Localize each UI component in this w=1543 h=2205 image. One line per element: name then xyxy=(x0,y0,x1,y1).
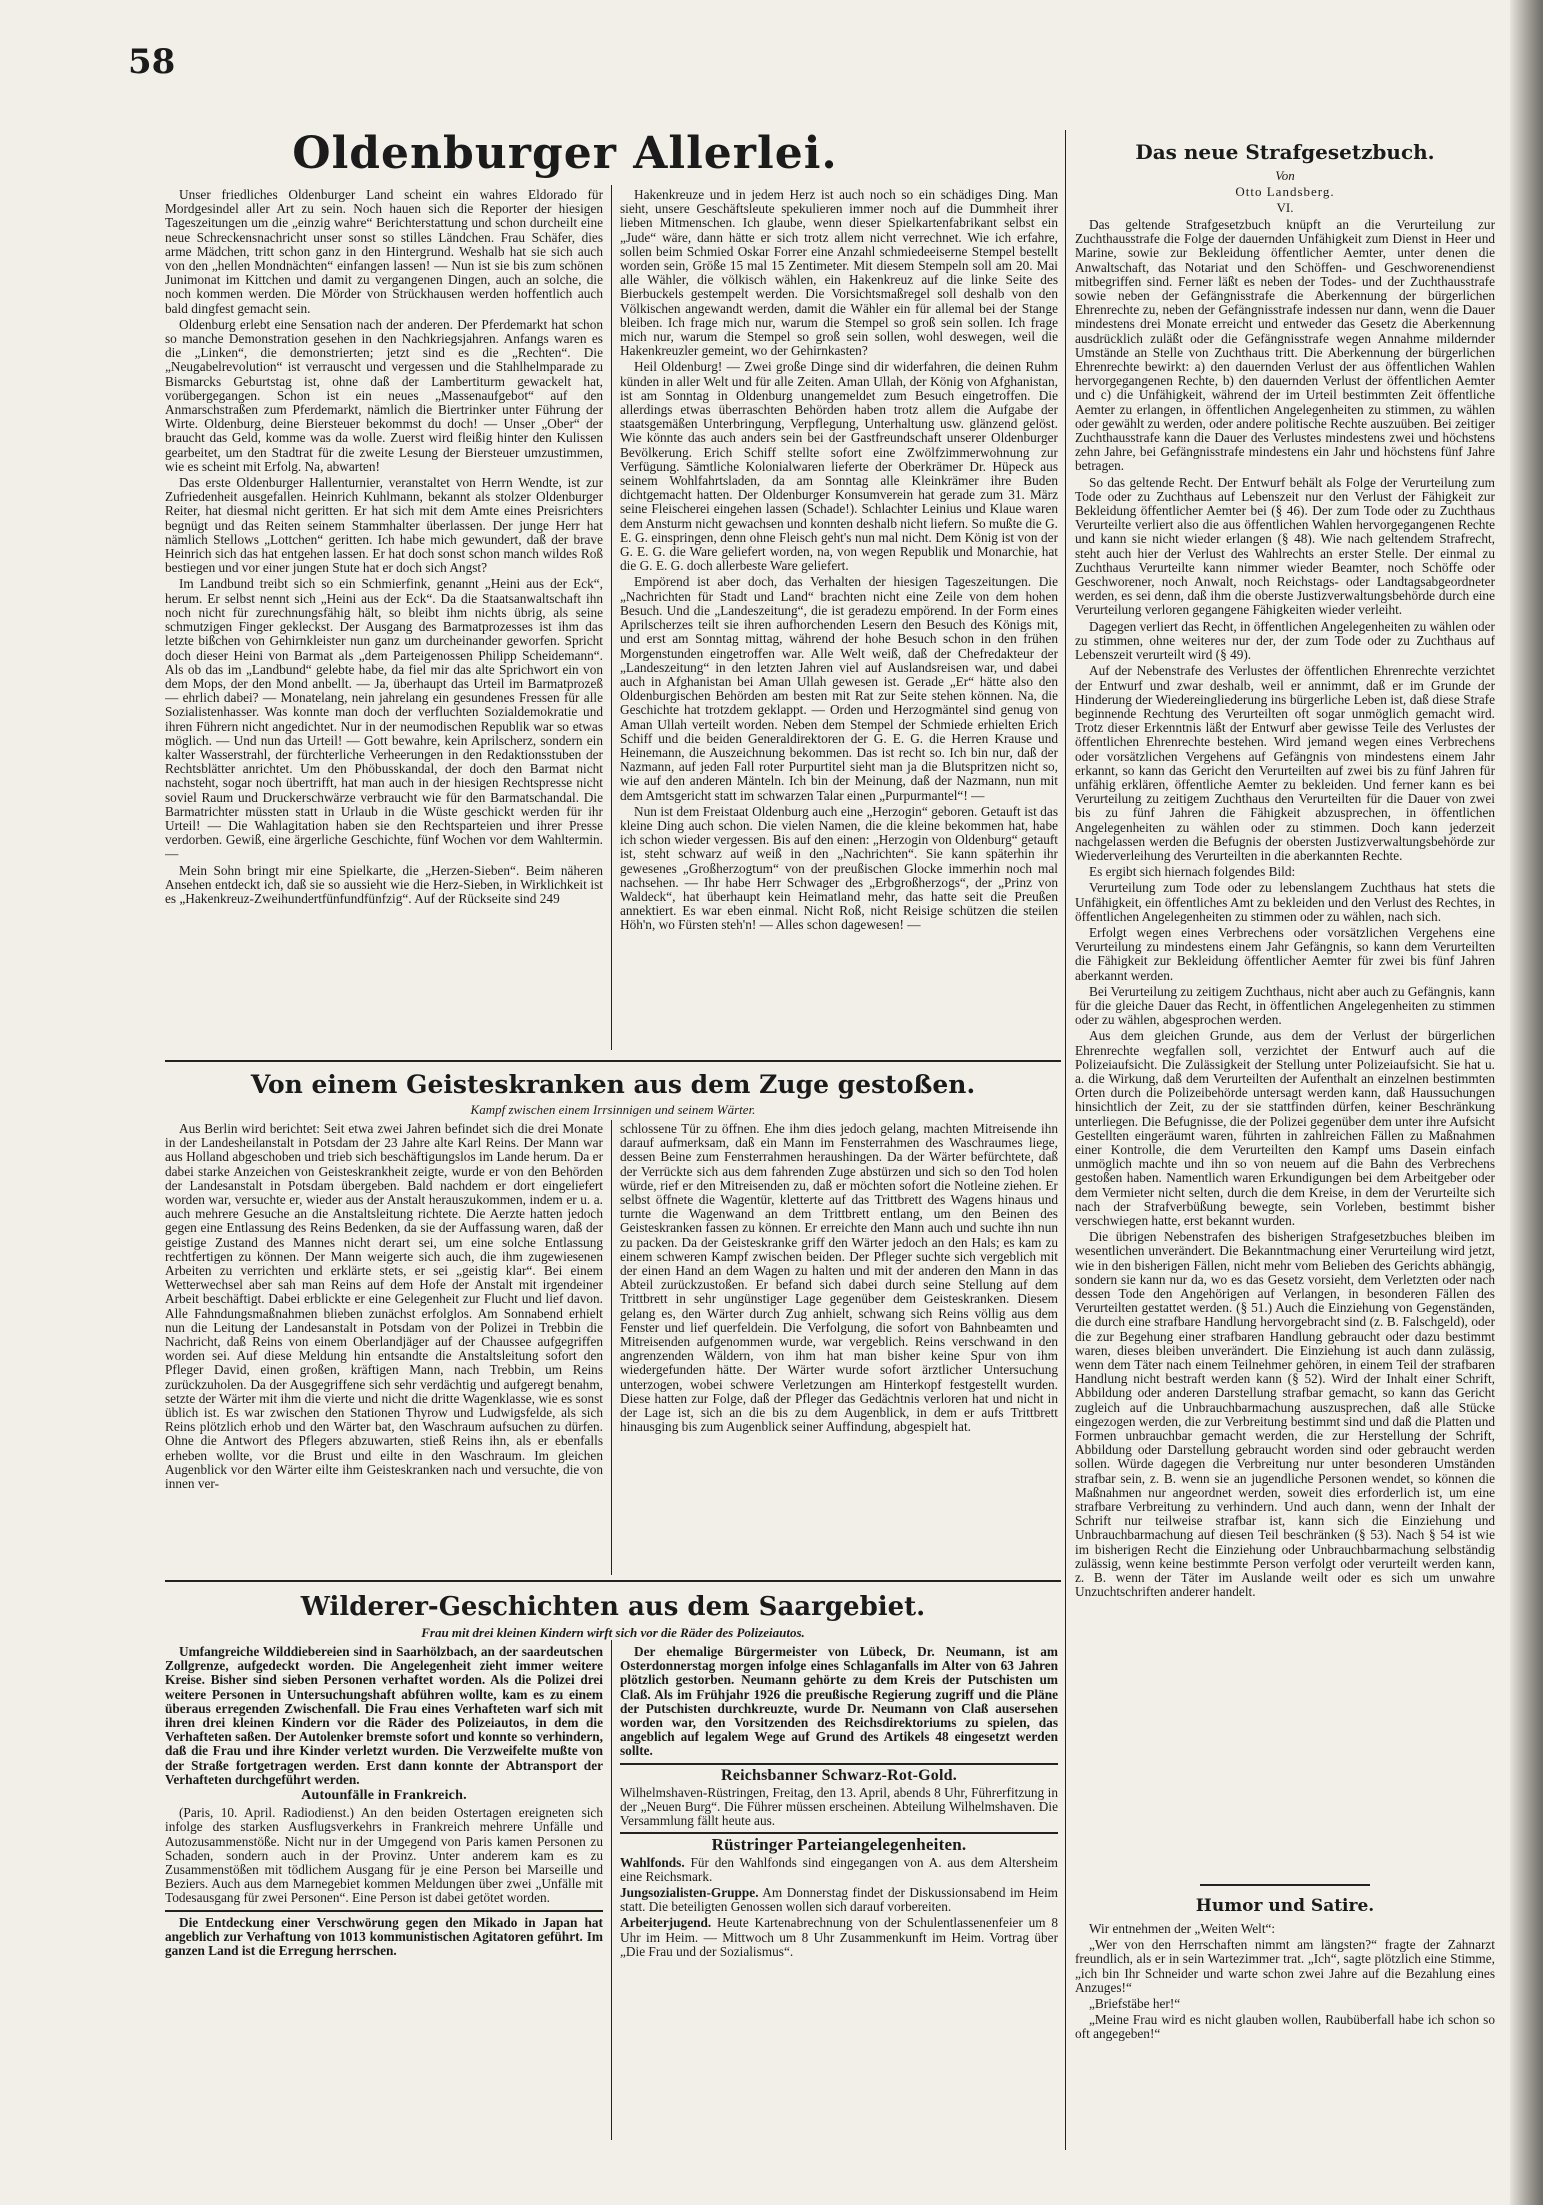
column-rule xyxy=(1065,130,1066,2150)
allerlei-paragraph: Heil Oldenburg! — Zwei große Dinge sind dir widerfahren, die deinen Ruhm künden in aller Welt und für alle Zeiten. Aman Ullah, der König von Afghanistan, ist am Sonntag in Oldenburg unangemeldet zum Besuch eingetroffen. Die allerdings etwas überraschten Behörden haben trotz allem die Aufgabe der staatsgemäßen Unterbringung, Verpflegung, Unterhaltung usw. glänzend gelöst. Wie könnte das auch anders sein bei der Gastfreundschaft unserer Oldenburger Bevölkerung. Erich Schiff stellte sofort eine Zwölfzimmerwohnung zur Verfügung. Sämtliche Kolonialwaren lieferte der Oberkrämer Dr. Hüpeck aus seinem Wohlfahrtsladen, da am Sonntag alle Kleinkrämer ihre Buden dichtgemacht hatten. Der Oldenburger Konsumverein hat gerade zum 31. März seine Fleischerei eingehen lassen (Schade!). Schlachter Leinius und Klaue waren dem Ansturm nicht gewachsen und konnten deshalb nicht liefern. So mußte die G. E. G. einspringen, denn ohne Fleisch geht's nun mal nicht. Dem König ist von der G. E. G. die Ware geliefert worden, na, von wegen Republik und Monarchie, hat die G. E. G. doch allerbeste Ware geliefert. xyxy=(620,359,1058,574)
section-rule xyxy=(165,1060,1061,1062)
partei-item-label: Arbeiterjugend. xyxy=(620,1915,712,1931)
strafgesetz-author: Otto Landsberg. xyxy=(1235,184,1335,199)
page-number: 58 xyxy=(128,42,176,82)
separator xyxy=(620,1832,1058,1834)
separator xyxy=(620,1763,1058,1765)
strafgesetz-paragraph: Bei Verurteilung zu zeitigem Zuchthaus, nicht aber auch zu Gefängnis, kann für die gleiche Dauer das Recht, in öffentlichen Angelegenheiten zu stimmen oder zu wählen, abgesprochen werden. xyxy=(1075,983,1495,1028)
page-edge-shadow xyxy=(1510,0,1543,2205)
wilderer-column-1 xyxy=(165,1645,603,2145)
neumann-paragraph: Der ehemalige Bürgermeister von Lübeck, Dr. Neumann, ist am Osterdonnerstag morgen infolge eines Schlaganfalls im Alter von 63 Jahren plötzlich gestorben. Neumann gehörte zu dem Kreis der Putschisten um Claß. Als im Frühjahr 1926 die preußische Regierung zugriff und die Pläne der Putschisten durchkreuzte, wurde Dr. Neumann von Claß ausersehen worden war, den Vorsitzenden des Reichsdirektoriums zu spielen, das angeblich auf legalem Wege auf Grund des Artikels 48 eingesetzt werden sollte. xyxy=(620,1645,1058,1759)
strafgesetz-paragraph: Es ergibt sich hiernach folgendes Bild: xyxy=(1089,864,1296,880)
allerlei-paragraph: Nun ist dem Freistaat Oldenburg auch eine „Herzogin“ geboren. Getauft ist das kleine Ding auch schon. Die vielen Namen, die die kleine bekommen hat, habe ich schon wieder vergessen. Bis auf den einen: „Herzogin von Oldenburg“ getauft ist, steht schwarz auf weiß in den „Nachrichten“. Sie kann späterhin ihr gewesenes „Großherzogtum“ von der preußischen Glocke immerhin noch mal nachsehen. — Ihr habe Herr Schwager des „Erbgroßherzogs“, der „Prinz von Waldeck“, hat überhaupt kein Heimatland mehr, das hatte seit die Preußen annektiert. Es war eben einmal. Nicht Roß, nicht Reisige schützen die steilen Höh'n, wo Fürsten steh'n! — Alles schon dagewesen! — xyxy=(620,803,1058,933)
allerlei-paragraph: Im Landbund treibt sich so ein Schmierfink, genannt „Heini aus der Eck“, herum. Er selbst nennt sich „Heini aus der Eck“. Da die Staatsanwaltschaft ihn noch nicht für zurechnungsfähig hält, so bleibt ihm nichts übrig, als seine schmutzigen Finger gekleckst. Der Ausgang des Barmatprozesses ist ihm das letzte bißchen von Gehirnkleister nun ganz um durcheinander geworfen. Spricht doch dieser Heini von Barmat als „dem Parteigenossen Philipp Scheidemann“. Als ob das im „Landbund“ gelebte habe, da fiel mir das alte Sprichwort ein von dem Mops, der den Mond anbellt. — Ja, überhaupt das Urteil im Barmatprozeß — ehrlich dabei? — Monatelang, nein jahrelang ein gesundenes Fressen für alle Sozialistenhasser. Was konnte man doch der verfluchten Sozialdemokratie und ihren Führern nicht angedichtet. Nur in der neumodischen Republik war so etwas möglich. — Und nun das Urteil! — Gott bewahre, kein Aprilscherz, sondern ein kalter Wasserstrahl, der fürchterliche Verheerungen in den Redaktionsstuben der Rechtsblätter anrichtet. Um den Phöbusskandal, der doch den Barmat nicht nachsteht, sogar noch übertrifft, hat man auch in der hiesigen Rechtspresse nicht soviel Raum und Druckerschwärze verbraucht wie für den Barmatschandal. Die Barmatrichter müssten statt in Urlaub in die Wüste geschickt werden für ihr Urteil! — Die Wahlagitation haben sie den Rechtsparteien und ihrer Presse verdorben. Gewiß, eine ärgerliche Geschichte, fünf Wochen vor dem Wahltermin. — xyxy=(165,576,603,862)
strafgesetz-column xyxy=(1075,218,1495,1878)
wilderer-subtitle: Frau mit drei kleinen Kindern wirft sich vor die Räder des Polizeiautos. xyxy=(421,1625,805,1640)
strafgesetz-paragraph: Das geltende Strafgesetzbuch knüpft an die Verurteilung zur Zuchthausstrafe die Folge der dauernden Unfähigkeit zum Dienst in Heer und Marine, sowie zur Bekleidung öffentlicher Aemter, unter denen die Anwaltschaft, das Notariat und den Schöffen- und Geschworenendienst mitbegriffen sind. Ferner läßt es neben der Todes- und der Zuchthausstrafe sowie neben der Gefängnisstrafe die Aberkennung der bürgerlichen Ehrenrechte zu, neben der Gefängnisstrafe indessen nur dann, wenn die Dauer mindestens drei Monate erreicht und entweder das Gesetz die Aberkennung ausdrücklich zuläßt oder die Gefängnisstrafe wegen Annahme mildernder Umstände an Stelle von Zuchthaus tritt. Die Aberkennung der bürgerlichen Ehrenrechte bewirkt: a) den dauernden Verlust der aus öffentlichen Wahlen hervorgegangenen Rechte, b) den dauernden Verlust der öffentlichen Aemter und c) die Unfähigkeit, während der im Urteil bestimmten Zeit öffentliche Aemter zu erlangen, in öffentlichen Angelegenheiten zu stimmen, zu wählen oder gewählt zu werden, oder andere politische Rechte auszuüben. Bei zeitiger Zuchthausstrafe kann die Dauer des Verlustes mindestens zwei und höchstens zehn Jahre, bei Gefängnisstrafe mindestens ein Jahr und höchstens fünf Jahre betragen. xyxy=(1075,218,1495,474)
strafgesetz-paragraph: Dagegen verliert das Recht, in öffentlichen Angelegenheiten zu wählen oder zu stimmen, ohne weiteres nur der, der zum Tode oder zu Zuchthaus auf Lebenszeit verurteilt wird (§ 49). xyxy=(1075,618,1495,663)
reichsbanner-paragraph: Wilhelmshaven-Rüstringen, Freitag, den 13. April, abends 8 Uhr, Führerfitzung in der „Neuen Burg“. Die Führer müssen erscheinen. Abteilung Wilhelmshaven. Die Versammlung fällt heute aus. xyxy=(620,1784,1058,1829)
partei-item xyxy=(620,1916,1058,1959)
partei-item xyxy=(620,1886,1058,1914)
section-rule xyxy=(165,1580,1061,1582)
strafgesetz-paragraph: Erfolgt wegen eines Verbrechens oder vorsätzlichen Vergehens eine Verurteilung zu mindestens einem Jahr Gefängnis, so kann dem Verurteilten die Fähigkeit zur Bekleidung öffentlicher Aemter für zwei bis fünf Jahren aberkannt werden. xyxy=(1075,924,1495,983)
partei-item xyxy=(620,1856,1058,1884)
main-headline: Oldenburger Allerlei. xyxy=(292,128,838,179)
mikado-paragraph: Die Entdeckung einer Verschwörung gegen den Mikado in Japan hat angeblich zur Verhaftung von 1013 kommunistischen Agitatoren geführt. Im ganzen Land ist die Erregung herrschen. xyxy=(165,1914,603,1959)
allerlei-paragraph: Das erste Oldenburger Hallenturnier, veranstaltet von Herrn Wendte, ist zur Zufriedenheit ausgefallen. Heinrich Kuhlmann, bekannt als stolzer Oldenburger Reiter, hat diesmal nicht geritten. Er hat sich mit dem Amte eines Preisrichters begnügt und das Reiten seinem Stammhalter überlassen. Der junge Herr hat nämlich Stellows „Lottchen“ geritten. Ich habe mich gewundert, daß der brave Heinrich sich das hat entgehen lassen. Er hat doch sonst schon manch wildes Roß bestiegen und vor einer jungen Stute hat er doch sich Angst? xyxy=(165,475,603,576)
strafgesetz-title: Das neue Strafgesetzbuch. xyxy=(1135,140,1435,164)
column-rule xyxy=(611,1640,612,2140)
geisteskranken-title: Von einem Geisteskranken aus dem Zuge gestoßen. xyxy=(250,1070,976,1099)
humor-intro: Wir entnehmen der „Weiten Welt“: xyxy=(1089,1922,1276,1936)
column-rule xyxy=(611,1120,612,1575)
allerlei-paragraph: Mein Sohn bringt mir eine Spielkarte, die „Herzen-Sieben“. Beim näheren Ansehen entdeckt ich, daß sie so aussieht wie die Herz-Sieben, in Wirklichkeit ist es „Hakenkreuz-Zweihundertfünfundfünfzig“. Auf der Rückseite sind 249 xyxy=(165,862,603,906)
partei-item-label: Wahlfonds. xyxy=(620,1854,685,1870)
geisteskranken-paragraph: Aus Berlin wird berichtet: Seit etwa zwei Jahren befindet sich die drei Monate in der Landesheilanstalt in Potsdam der 23 Jahre alte Karl Reins. Der Mann war aus Holland abgeschoben und trieb sich beschäftigungslos im Lande herum. Da er dabei starke Anzeichen von Geisteskrankheit zeigte, wurde er von den Behörden der Landesanstalt in Potsdam übergeben. Bald nachdem er dort eingeliefert worden war, versuchte er, wieder aus der Anstalt herauszukommen, indem er u. a. auch mehrere Gesuche an die Anstaltsleitung richtete. Die Aerzte hatten jedoch gegen eine Entlassung des Reins Bedenken, da sie der Auffassung waren, daß der geistige Zustand des Mannes nicht derart sei, um eine solche Entlassung rechtfertigen zu können. Der Mann weigerte sich auch, die ihm zugewiesenen Arbeiten zu verrichten und erklärte stets, er sei „geistig klar“. Bei einem Wetterwechsel aber sah man Reins auf dem Hofe der Anstalt mit irgendeiner Arbeit beschäftigt. Dabei erblickte er eine Gelegenheit zur Flucht und lief davon. Alle Fahndungsmaßnahmen blieben zunächst erfolglos. Am Sonnabend erhielt nun die Leitung der Landesanstalt in Potsdam von der Polizei in Trebbin die Nachricht, daß Reins von einem Oberlandjäger auf der Chaussee aufgegriffen worden sei. Auf diese Meldung hin entsandte die Anstaltsleitung sofort den Pfleger David, einen großen, kräftigen Mann, nach Trebbin, um Reins zurückzuholen. Da der Ausgegriffene sich sehr verdächtig und aufgeregt benahm, setzte der Wärter mit ihm die vierte und nicht die dritte Wagenklasse, wie es sonst üblich ist. Es war zwischen den Stationen Thyrow und Ludwigsfelde, als sich Reins plötzlich erhob und den Wärter bat, den Waschraum aufsuchen zu dürfen. Ohne die Antwort des Pflegers abzuwarten, stieß Reins ihn, als er ebenfalls erheben wollte, vor die Brust und eilte in den Waschraum. Im gleichen Augenblick vor den Wärter eilte ihm Geisteskranken nach und versuchte, die von innen ver- xyxy=(165,1122,603,1492)
reichsbanner-title: Reichsbanner Schwarz-Rot-Gold. xyxy=(721,1766,957,1784)
partei-item-label: Jungsozialisten-Gruppe. xyxy=(620,1885,759,1901)
section-rule xyxy=(1200,1884,1370,1886)
wilderer-paragraph: Umfangreiche Wilddiebereien sind in Saarhölzbach, an der saardeutschen Zollgrenze, aufgedeckt worden. Die Angelegenheit zieht immer weitere Kreise. Bisher sind sieben Personen verhaftet worden. Als die Polizei drei weitere Personen in Untersuchungshaft abführen wollte, kam es zu einem überaus erregenden Zwischenfall. Die Frau eines Verhafteten warf sich mit ihren drei kleinen Kindern vor die Räder des Polizeiautos, in dem die Verhafteten saßen. Der Autolenker bremste sofort und konnte so verhindern, daß die Frau und ihre Kinder verletzt wurden. Die Verzweifelte mußte von der Straße fortgetragen werden. Erst dann konnte der Abtransport der Verhafteten durchgeführt werden. xyxy=(165,1645,603,1787)
geisteskranken-column-2 xyxy=(620,1122,1058,1576)
allerlei-column-1 xyxy=(165,188,603,1056)
allerlei-paragraph: Unser friedliches Oldenburger Land scheint ein wahres Eldorado für Mordgesindel aller Art zu sein. Noch hauen sich die Reporter der hiesigen Tageszeitungen um die „einzig wahre“ Berichterstattung und schon durcheilt eine neue Schreckensnachricht unser sonst so stilles Ländchen. Frau Schäfer, dies arme Mädchen, tritt schon ganz in den Hintergrund. Weshalb hat sie sich auch von den „hellen Mondnächten“ einfangen lassen! — Nun ist sie bis zum schönen Junimonat im Kittchen und damit zu vergangenen Dingen, auch an solche, die noch kommen werden. Die Mörder von Strückhausen werden hoffentlich auch bald dingfest gemacht sein. xyxy=(165,188,603,316)
geisteskranken-column-1 xyxy=(165,1122,603,1576)
humor-column xyxy=(1075,1922,1495,2152)
column-rule xyxy=(611,185,612,1050)
wilderer-column-2 xyxy=(620,1645,1058,2145)
strafgesetz-paragraph: Verurteilung zum Tode oder zu lebenslangem Zuchthaus hat stets die Unfähigkeit, ein öffentliches Amt zu bekleiden und den Verlust des Rechtes, in öffentlichen Angelegenheiten zu stimmen oder zu wählen, nach sich. xyxy=(1075,880,1495,924)
geisteskranken-subtitle: Kampf zwischen einem Irrsinnigen und seinem Wärter. xyxy=(470,1102,756,1117)
geisteskranken-paragraph: schlossene Tür zu öffnen. Ehe ihm dies jedoch gelang, machten Mitreisende ihn darauf aufmerksam, daß ein Mann im Fensterrahmen des Waschraumes liege, dessen Beine zum Fensterrahmen heraushingen. Da der Wärter befürchtete, daß der Verrückte sich aus dem fahrenden Zuge abstürzen und sich so den Tod holen würde, rief er den Mitreisenden zu, daß er möchten sofort die Notleine ziehen. Er selbst öffnete die Wagentür, kletterte auf das Trittbrett des Wagens hinaus und turnte die Wagenwand an dem Trittbrett entlang, um den Beinen des Geisteskranken fassen zu können. Er erreichte den Mann auch und suchte ihn nun zu packen. Da der Geisteskranke griff den Wärter jedoch an den Hals; es kam zu einem schweren Kampf zwischen beiden. Der Pfleger suchte sich vergeblich mit der einen Hand an dem Wagen zu halten und mit der anderen den Mann in das Abteil zurückzustoßen. Er befand sich dabei durch seine Stellung auf dem Trittbrett in sehr ungünstiger Lage gegenüber dem Geisteskranken. Diesem gelang es, den Wärter durch Zug anhielt, schwang sich Reins völlig aus dem Fenster und lief querfeldein. Die Verfolgung, die sofort von Bahnbeamten und Mitreisenden aufgenommen wurde, war vergeblich. Reins verschwand in den angrenzenden Wäldern, von ihm hat man bisher keine Spur von ihm wiedergefunden hätte. Der Wärter wurde sofort ärztlicher Untersuchung unterzogen, wobei schwere Verletzungen am Hinterkopf festgestellt wurden. Diese hatten zur Folge, daß der Pfleger das Gedächtnis verloren hat und nicht in der Lage ist, sich an die bis zu dem Augenblick, in dem er aufs Trittbrett hinausging bis zum Augenblick seiner Auffindung, abgespielt hat. xyxy=(620,1122,1058,1435)
strafgesetz-paragraph: So das geltende Recht. Der Entwurf behält als Folge der Verurteilung zum Tode oder zu Zuchthaus auf Lebenszeit nur den Verlust der Fähigkeit zur Bekleidung öffentlicher Aemter bei (§ 46). Der zum Tode oder zu Zuchthaus Verurteilte verliert also die aus öffentlichen Wahlen hervorgegangenen Rechte und kann sie nicht wieder erlangen (§ 48). Wie nach geltendem Strafrecht, steht auch hier der Verlust des Wahlrechts an erster Stelle. Der einmal zu Zuchthaus Verurteilte kann nimmer wieder Beamter, noch Schöffe oder Geschworener, noch Anwalt, noch Reichstags- oder Landtagsabgeordneter werden, es sei denn, daß ihm die oberste Justizverwaltungsbehörde durch eine Verurteilung verloren gegangene Fähigkeiten wieder verleiht. xyxy=(1075,474,1495,618)
strafgesetz-byline-von: Von xyxy=(1275,168,1295,183)
humor-subtitle: „Briefstäbe her!“ xyxy=(1089,1996,1181,2012)
allerlei-column-2 xyxy=(620,188,1058,1056)
strafgesetz-paragraph: Auf der Nebenstrafe des Verlustes der öffentlichen Ehrenrechte verzichtet der Entwurf und zwar deshalb, weil er annimmt, daß er im Grunde der Hinderung der Wiedereingliederung ins bürgerliche Leben ist, daß diese Strafe beginnende Rechtung des Verurteilten oft sogar unmöglich gemacht wird. Trotz dieser Erkenntnis läßt der Entwurf aber gewisse Teile des Verlustes der öffentlichen Ehrenrechte bestehen. Wird jemand wegen eines Verbrechens oder vorsätzlichen Vergehens auf Gefängnis von mindestens einem Jahr erkannt, so kann das Gericht den Verurteilten auf zwei bis zu fünf Jahren für unfähig erklären, öffentliche Aemter zu bekleiden. Und ferner kann es bei Verurteilung zu zeitigem Zuchthaus den Verurteilten für die Dauer von zwei bis zu fünf Jahren die Fähigkeit abzusprechen, in öffentlichen Angelegenheiten zu wählen oder zu stimmen. Doch kann jederzeit nachgelassen werden die Befugnis der obersten Justizverwaltungsbehörde zur Wiederverleihung des Verurteilten in die aberkannten Rechte. xyxy=(1075,663,1495,863)
partei-item-text: Heute Kartenabrechnung von der Schulentlassenenfeier um 8 Uhr im Heim. — Mittwoch um 8 Uhr Zusammenkunft im Heim. Vortrag über „Die Frau und der Sozialismus“. xyxy=(620,1915,1058,1959)
allerlei-paragraph: Oldenburg erlebt eine Sensation nach der anderen. Der Pferdemarkt hat schon so manche Demonstration gesehen in den Nachkriegsjahren. Anfangs waren es die „Linken“, die demonstrierten; jetzt sind es die „Rechten“. Die „Neugabelrevolution“ ist verrauscht und vergessen und die Stahlhelmparade zu Bismarcks Geburtstag ist, ohne daß der Lambertiturm gewackelt hat, vorübergegangen. Schon ist ein neues „Massenaufgebot“ auf den Anmarschstraßen zum Pferdemarkt, nämlich die Biertrinker unter Führung der Wirte. Oldenburg, deine Biersteuer bekommst du doch! — Unser „Ober“ der braucht das Geld, komme was da wolle. Zuerst wird fleißig hinter den Kulissen gearbeitet, um den Stadtrat für die zweite Lesung der Biersteuer umzustimmen, wie es scheint mit Erfolg. Na, abwarten! xyxy=(165,316,603,474)
humor-paragraph: „Meine Frau wird es nicht glauben wollen, Raubüberfall habe ich schon so oft angegeben!“ xyxy=(1075,2012,1495,2042)
partei-title: Rüstringer Parteiangelegenheiten. xyxy=(711,1835,967,1855)
humor-paragraph: „Wer von den Herrschaften nimmt am längsten?“ fragte der Zahnarzt freundlich, als er in sein Wartezimmer trat. „Ich“, sagte plötzlich eine Stimme, „ich bin Ihr Schneider und warte schon zwei Jahre auf die Bezahlung eines Anzuges!“ xyxy=(1075,1937,1495,1995)
wilderer-title: Wilderer-Geschichten aus dem Saargebiet. xyxy=(300,1592,926,1622)
strafgesetz-paragraph: Aus dem gleichen Grunde, aus dem der Verlust der bürgerlichen Ehrenrechte wegfallen soll, verzichtet der Entwurf auch auf die Polizeiaufsicht. Die Zulässigkeit der Stellung unter Polizeiaufsicht. Sie hat u. a. die Wirkung, daß dem Verurteilten der Aufenthalt an einzelnen bestimmten Orten durch die Polizeibehörde untersagt werden kann, daß Haussuchungen hinsichtlich der Zeit, zu der sie stattfinden dürfen, keiner Beschränkung unterliegen. Die Befugnisse, die der Polizei gegenüber dem unter ihre Aufsicht Gestellten eingeräumt waren, führten in zahlreichen Fällen zu Maßnahmen einer Kontrolle, die dem Verurteilten den Kampf ums Dasein einfach unmöglich machte und ihn so von neuem auf die Bahn des Verbrechens gestoßen haben. Namentlich waren Erkundigungen bei dem Arbeitgeber oder dem Vermieter nicht selten, durch die dem Kreise, in dem der Verurteilte sich nach der Strafverbüßung bewegte, sein Vorleben, bestimmt bisher verschwiegen hatte, erst bekannt wurden. xyxy=(1075,1028,1495,1229)
separator xyxy=(165,1910,603,1912)
autounfaelle-paragraph: (Paris, 10. April. Radiodienst.) An den beiden Ostertagen ereigneten sich infolge des starken Ausflugsverkehrs in Frankreich mehrere Unfälle und Autozusammenstöße. Nicht nur in der Umgegend von Paris kamen Personen zu Schaden, sondern auch in der Provinz. Unter anderem kam es zu Zusammenstößen mit tödlichem Ausgang für je eine Person bei Marseille und Beziers. Auch aus dem Marnegebiet kommen Meldungen über zwei „Unfälle mit Todesausgang für zwei Personen“. Eine Person ist dabei getötet worden. xyxy=(165,1805,603,1906)
humor-title: Humor und Satire. xyxy=(1195,1896,1375,1916)
allerlei-paragraph: Hakenkreuze und in jedem Herz ist auch noch so ein schädiges Ding. Man sieht, unsere Geschäftsleute spekulieren immer noch auf die Dummheit ihrer lieben Mitmenschen. Ich glaube, wenn dieser Spielkartenfabrikant selbst ein „Jude“ wäre, dann hätte er sich trotz allem nicht verrechnet. Wie ich erfahre, sollen beim Schmied Oskar Forrer eine Anzahl schmiedeeiserne Stempel bestellt worden sein, Größe 15 mal 15 Zentimeter. Mit diesem Stempeln soll am 20. Mai alle Wähler, die völkisch wählen, ein Hakenkreuz auf die linke Seite des Bierbuckels gestempelt werden. Die Vorsichtsmaßregel soll deshalb von den Völkischen angewandt werden, damit die Wähler ein für allemal bei der Stange bleiben. Ich frage mich nur, warum die Stempel so groß sein sollen. Ich frage mich nur, warum die Stempel so groß sein sollen, wohl deswegen, weil die Hakenkreuzler gemeint, wo der Gehirnkasten? xyxy=(620,188,1058,359)
strafgesetz-paragraph: Die übrigen Nebenstrafen des bisherigen Strafgesetzbuches bleiben im wesentlichen unverändert. Die Bekanntmachung einer Verurteilung wird jetzt, wie in den bisherigen Fällen, nicht mehr vom Belieben des Gerichts abhängig, sondern sie kann nur da, wo es das Gesetz vorsieht, dem Verletzten oder nach dessen Tode den Angehörigen auf Verlangen, in besonderen Fällen des Verurteilten gestattet werden. (§ 51.) Auch die Einziehung von Gegenständen, die durch eine strafbare Handlung hervorgebracht sind (z. B. Falschgeld), oder die zur Begehung einer strafbaren Handlung gebraucht oder dazu bestimmt waren, dieses bleiben unverändert. Die Einziehung ist auch dann zulässig, wenn dem Täter nach einem Teilnehmer gehören, in einem Teil der strafbaren Handlung nicht bestraft werden kann (§ 52). Wird der Inhalt einer Schrift, Abbildung oder anderen Darstellung strafbar gemacht, so kann das Gericht zugleich auf die Unbrauchbarmachung auszusprechen, daß alle Stücke eingezogen werden, die zur Verbreitung bestimmt sind und daß die Platten und Formen unbrauchbar gemacht werden, die zur Herstellung der Schrift, Abbildung oder Darstellung gebraucht worden sind oder gebraucht werden sollen. Würde dagegen die Verbreitung nur unter besonderen Umständen strafbar sein, z. B. wenn sie an jugendliche Personen wendet, so können die Maßnahmen nur angeordnet werden, soweit dies erforderlich ist, um eine strafbare Verbreitung zu verhindern. Und auch dann, wenn der Inhalt der Schrift nur teilweise strafbar ist, kann sich die Einziehung und Unbrauchbarmachung auf diesen Teil beschränken (§ 53). Nach § 54 ist wie im bisherigen Recht die Einziehung oder Unbrauchbarmachung selbständig zulässig, wenn keine bestimmte Person verfolgt oder verurteilt werden kann, z. B. wenn der Täter im Auslande weilt oder es sich um unwahre Unzuchtschriften anderer handelt. xyxy=(1075,1229,1495,1600)
partei-item-text: Für den Wahlfonds sind eingegangen von A. aus dem Altersheim eine Reichsmark. xyxy=(620,1854,1058,1884)
strafgesetz-part: VI. xyxy=(1276,200,1294,215)
partei-item-text: Am Donnerstag findet der Diskussionsabend im Heim statt. Die beteiligten Genossen wollen sich darauf vorbereiten. xyxy=(620,1885,1058,1915)
autounfaelle-title: Autounfälle in Frankreich. xyxy=(301,1788,467,1804)
allerlei-paragraph: Empörend ist aber doch, das Verhalten der hiesigen Tageszeitungen. Die „Nachrichten für Stadt und Land“ brachten nicht eine Zeile von dem hohen Besuch. Und die „Landeszeitung“, die ist geradezu empörend. In der Form eines Aprilscherzes teilt sie ihren aufhorchenden Lesern den Besuch des Königs mit, und erst am Sonntag mittag, während der hohe Besuch schon in den frühen Morgenstunden eingetroffen war. Alle Welt weiß, daß der Chefredakteur der „Landeszeitung“ in den letzten Jahren viel auf Auslandsreisen war, und dabei auch in Afghanistan bei Aman Ullah gewesen ist. Gerade „Er“ hätte also den Oldenburgischen Behörden am besten mit Rat zur Seite stehen können. Na, die Geschichte hat trotzdem geklappt. — Orden und Herzogmäntel sind genug von Aman Ullah verteilt worden. Neben dem Stempel der Schmiede erhielten Erich Schiff und die beiden Generaldirektoren der G. E. G. die Herren Krause und Heinemann, die Auszeichnung bekommen. Das ist recht so. Ich bin nur, daß der Nazmann, auf jeden Fall roter Purpurtitel sieht man ja die Blutspritzen nicht so, wie auf den anderen Mänteln. Ich bin der Meinung, daß der Nazmann, nun mit dem Amtsgericht statt im schwarzen Talar einen „Purpurmantel“! — xyxy=(620,574,1058,803)
